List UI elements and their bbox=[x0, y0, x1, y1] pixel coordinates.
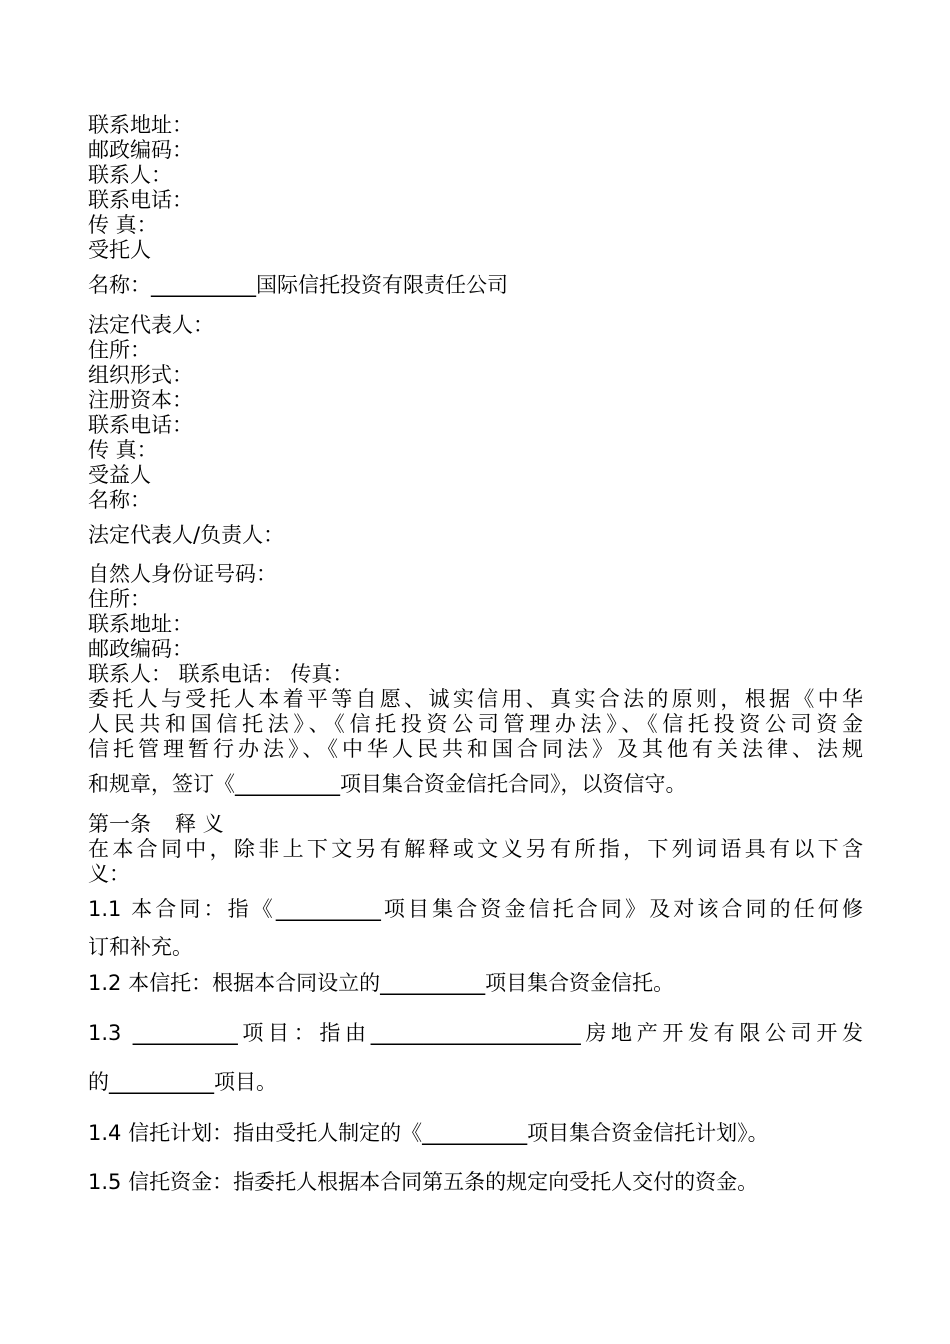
trustee-legal-rep-label: 法定代表人： bbox=[88, 313, 214, 337]
definition-1-1-line-1: 1.1 本合同：指《__________项目集合资金信托合同》及对该合同的任何修 bbox=[88, 897, 863, 921]
beneficiary-id-label: 自然人身份证号码： bbox=[88, 562, 277, 586]
article-1-title bbox=[88, 811, 224, 837]
beneficiary-legal-rep-label: 法定代表人/负责人： bbox=[88, 523, 285, 547]
article-1-heading: 释 义 bbox=[175, 812, 224, 836]
trustee-heading: 受托人 bbox=[88, 238, 151, 262]
entrustor-contact-person-label: 联系人： bbox=[88, 163, 172, 187]
beneficiary-postcode-label: 邮政编码： bbox=[88, 637, 193, 661]
article-1-intro-line-1: 在本合同中，除非上下文另有解释或文义另有所指，下列词语具有以下含 bbox=[88, 837, 863, 861]
entrustor-phone-label: 联系电话： bbox=[88, 188, 193, 212]
definition-1-1-line-2: 订和补充。 bbox=[88, 935, 193, 959]
beneficiary-contacts-label: 联系人： 联系电话： 传真： bbox=[88, 662, 354, 686]
definition-1-5: 1.5 信托资金：指委托人根据本合同第五条的规定向受托人交付的资金。 bbox=[88, 1170, 759, 1194]
trustee-org-form-label: 组织形式： bbox=[88, 363, 193, 387]
entrustor-postcode-label: 邮政编码： bbox=[88, 138, 193, 162]
preamble-line-3: 信托管理暂行办法》、《中华人民共和国合同法》及其他有关法律、法规 bbox=[88, 737, 863, 761]
trustee-domicile-label: 住所： bbox=[88, 338, 151, 362]
trustee-reg-capital-label: 注册资本： bbox=[88, 388, 193, 412]
trustee-fax-label: 传 真： bbox=[88, 438, 158, 462]
entrustor-address-label: 联系地址： bbox=[88, 113, 193, 137]
definition-1-2: 1.2 本信托：根据本合同设立的__________项目集合资金信托。 bbox=[88, 971, 675, 995]
article-1-number: 第一条 bbox=[88, 812, 151, 836]
beneficiary-address-label: 联系地址： bbox=[88, 612, 193, 636]
beneficiary-domicile-label: 住所： bbox=[88, 587, 151, 611]
trustee-phone-label: 联系电话： bbox=[88, 413, 193, 437]
definition-1-4: 1.4 信托计划：指由受托人制定的《__________项目集合资金信托计划》。 bbox=[88, 1121, 769, 1145]
preamble-line-1: 委托人与受托人本着平等自愿、诚实信用、真实合法的原则，根据《中华 bbox=[88, 687, 863, 711]
beneficiary-name-label: 名称： bbox=[88, 488, 151, 512]
preamble-line-4: 和规章，签订《__________项目集合资金信托合同》，以资信守。 bbox=[88, 772, 687, 796]
preamble-line-2: 人民共和国信托法》、《信托投资公司管理办法》、《信托投资公司资金 bbox=[88, 712, 863, 736]
beneficiary-heading: 受益人 bbox=[88, 463, 151, 487]
definition-1-3-line-2: 的__________项目。 bbox=[88, 1070, 277, 1094]
trustee-name: 名称：__________国际信托投资有限责任公司 bbox=[88, 273, 508, 297]
entrustor-fax-label: 传 真： bbox=[88, 213, 158, 237]
definition-1-3-line-1: 1.3 __________项目：指由____________________房地产开发有限公司开发 bbox=[88, 1021, 863, 1045]
article-1-intro-line-2: 义： bbox=[88, 862, 130, 886]
